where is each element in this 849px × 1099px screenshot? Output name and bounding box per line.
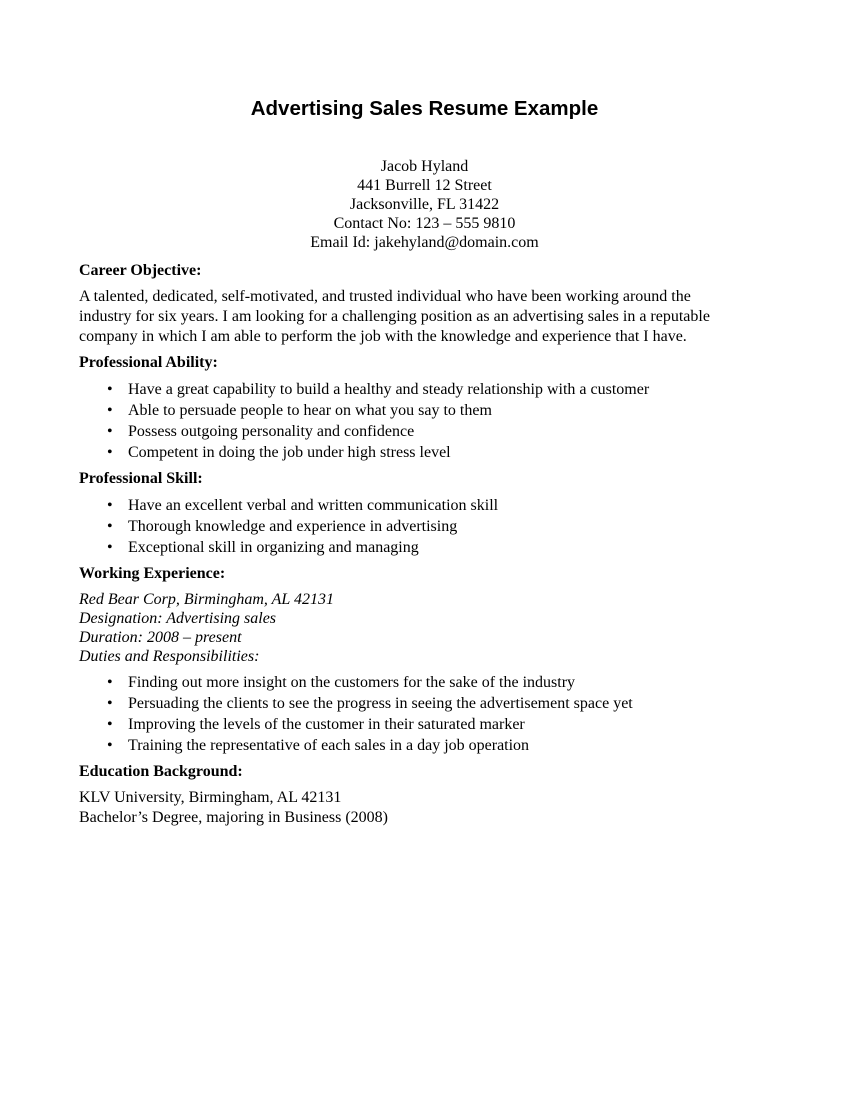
bullet-icon: • bbox=[107, 423, 113, 440]
working-experience-heading: Working Experience: bbox=[79, 565, 226, 582]
bullet-icon: • bbox=[107, 716, 113, 733]
contact-name: Jacob Hyland bbox=[380, 158, 469, 175]
document-title: Advertising Sales Resume Example bbox=[250, 97, 599, 120]
job-designation: Designation: Advertising sales bbox=[79, 610, 277, 627]
bullet-icon: • bbox=[107, 737, 113, 754]
list-item bbox=[79, 379, 779, 400]
list-item bbox=[79, 495, 779, 516]
job-company: Red Bear Corp, Birmingham, AL 42131 bbox=[79, 591, 334, 608]
list-item bbox=[79, 537, 779, 558]
contact-block bbox=[0, 157, 849, 252]
list-item-text: Able to persuade people to hear on what you say to them bbox=[128, 402, 492, 419]
bullet-icon: • bbox=[107, 497, 113, 514]
career-objective-heading: Career Objective: bbox=[79, 262, 202, 279]
list-item bbox=[79, 421, 779, 442]
bullet-icon: • bbox=[107, 518, 113, 535]
list-item-text: Competent in doing the job under high stress level bbox=[128, 444, 451, 461]
list-item-text: Have an excellent verbal and written communication skill bbox=[128, 497, 499, 514]
job-details bbox=[79, 590, 779, 666]
list-item bbox=[79, 442, 779, 463]
professional-ability-list bbox=[79, 379, 779, 463]
list-item-text: Have a great capability to build a healthy and steady relationship with a customer bbox=[128, 381, 650, 398]
contact-address: 441 Burrell 12 Street bbox=[357, 177, 492, 194]
career-objective-text bbox=[79, 287, 779, 347]
contact-email: Email Id: jakehyland@domain.com bbox=[310, 234, 539, 251]
bullet-icon: • bbox=[107, 402, 113, 419]
bullet-icon: • bbox=[107, 381, 113, 398]
career-objective-line: industry for six years. I am looking for a challenging position as an advertising sales in a reputable bbox=[79, 308, 710, 325]
education-degree: Bachelor’s Degree, majoring in Business (2008) bbox=[79, 809, 388, 826]
list-item bbox=[79, 693, 779, 714]
bullet-icon: • bbox=[107, 674, 113, 691]
list-item-text: Improving the levels of the customer in their saturated marker bbox=[128, 716, 525, 733]
career-objective-line: company in which I am able to perform the job with the knowledge and experience that I have. bbox=[79, 328, 687, 345]
list-item bbox=[79, 714, 779, 735]
list-item-text: Training the representative of each sales in a day job operation bbox=[128, 737, 530, 754]
job-duties-label: Duties and Responsibilities: bbox=[79, 648, 260, 665]
list-item-text: Finding out more insight on the customers for the sake of the industry bbox=[128, 674, 576, 691]
contact-phone: Contact No: 123 – 555 9810 bbox=[333, 215, 516, 232]
professional-ability-heading: Professional Ability: bbox=[79, 354, 218, 371]
job-duties-list bbox=[79, 672, 779, 756]
list-item bbox=[79, 672, 779, 693]
education-school: KLV University, Birmingham, AL 42131 bbox=[79, 789, 342, 806]
education-details bbox=[79, 788, 779, 828]
bullet-icon: • bbox=[107, 539, 113, 556]
career-objective-line: A talented, dedicated, self-motivated, and trusted individual who have been working around the bbox=[79, 288, 691, 305]
list-item bbox=[79, 735, 779, 756]
bullet-icon: • bbox=[107, 444, 113, 461]
list-item-text: Thorough knowledge and experience in advertising bbox=[128, 518, 458, 535]
resume-content bbox=[79, 261, 779, 828]
professional-skill-heading: Professional Skill: bbox=[79, 470, 203, 487]
job-duration: Duration: 2008 – present bbox=[79, 629, 242, 646]
bullet-icon: • bbox=[107, 695, 113, 712]
list-item bbox=[79, 516, 779, 537]
list-item bbox=[79, 400, 779, 421]
list-item-text: Exceptional skill in organizing and managing bbox=[128, 539, 419, 556]
list-item-text: Persuading the clients to see the progress in seeing the advertisement space yet bbox=[128, 695, 633, 712]
education-heading: Education Background: bbox=[79, 763, 243, 780]
list-item-text: Possess outgoing personality and confidence bbox=[128, 423, 415, 440]
contact-city: Jacksonville, FL 31422 bbox=[349, 196, 500, 213]
professional-skill-list bbox=[79, 495, 779, 558]
